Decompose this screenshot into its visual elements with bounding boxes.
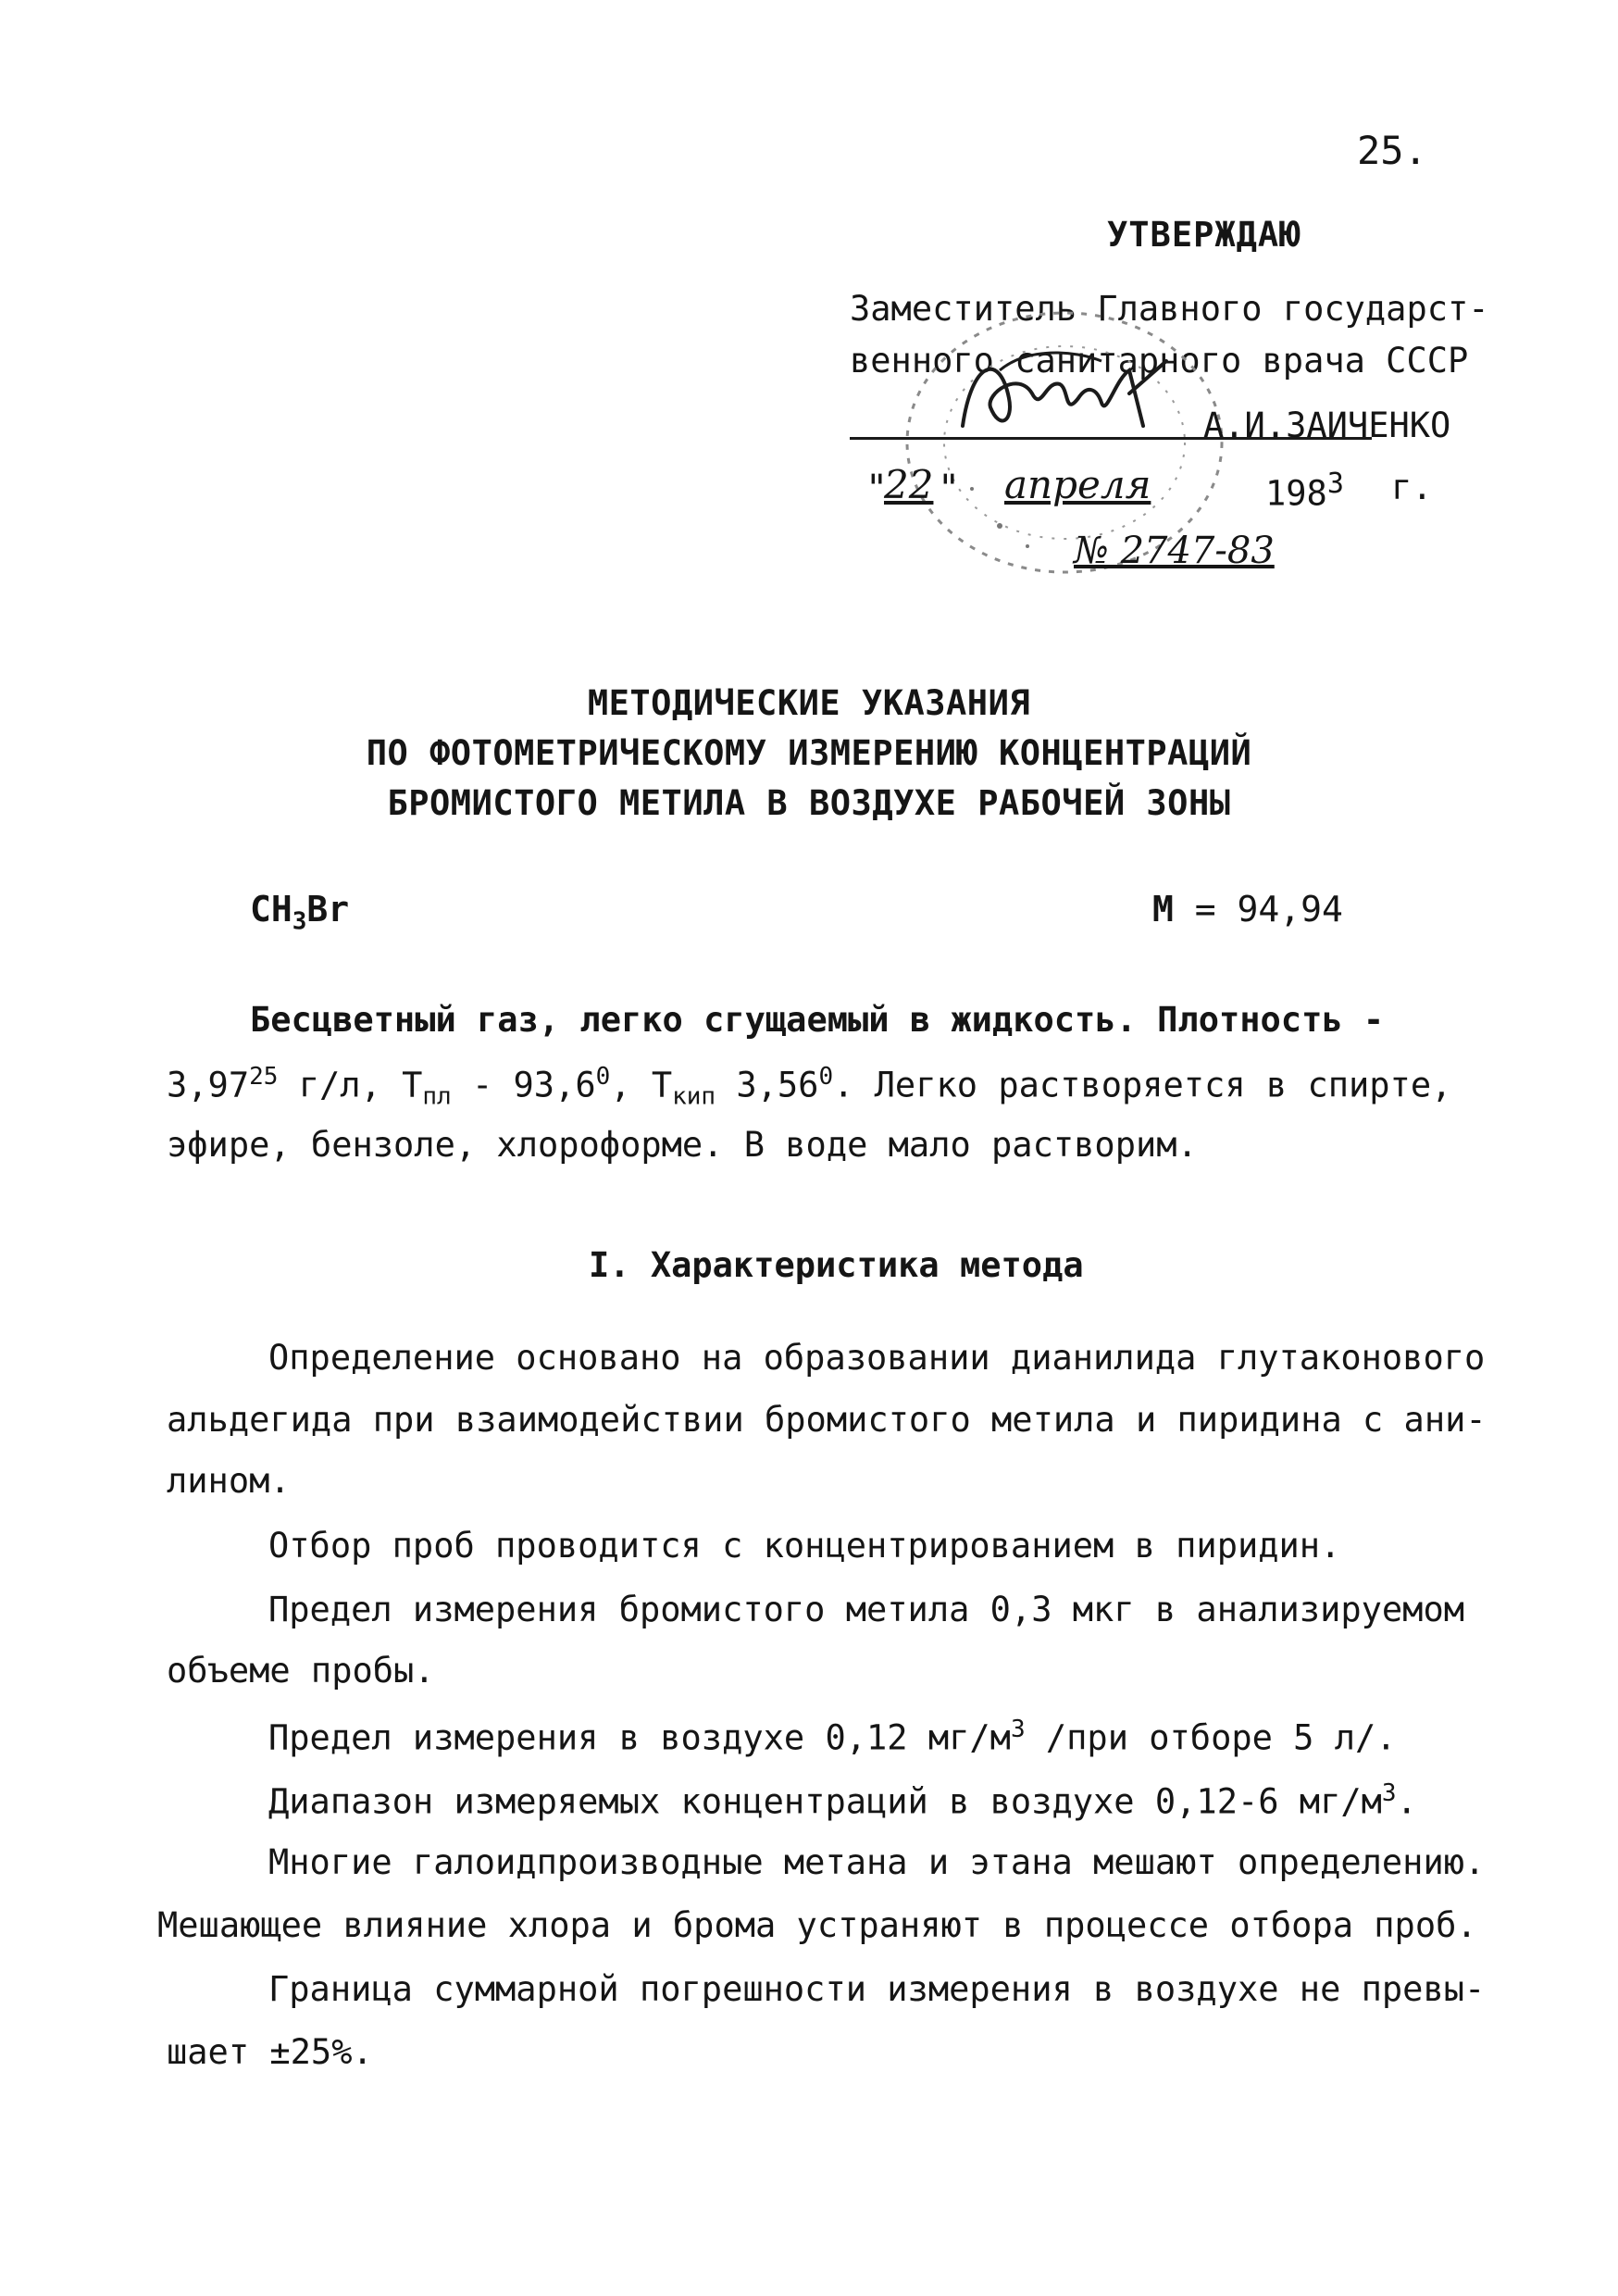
section-paragraph-1-line-2: альдегида при взаимодействии бромистого метила и пиридина с ани- bbox=[167, 1400, 1487, 1440]
document-title-line-2: ПО ФОТОМЕТРИЧЕСКОМУ ИЗМЕРЕНИЮ КОНЦЕНТРАЦИЙ bbox=[366, 733, 1252, 773]
registration-number: № 2747-83 bbox=[1074, 530, 1275, 572]
page-number: 25. bbox=[1357, 128, 1427, 173]
section-paragraph-3-line-2: объеме пробы. bbox=[167, 1651, 435, 1691]
section-heading: I. Характеристика метода bbox=[589, 1245, 1084, 1285]
date-close-quote: " bbox=[938, 468, 961, 510]
approval-title: УТВЕРЖДАЮ bbox=[1107, 215, 1301, 255]
section-paragraph-8-line-2: шает ±25%. bbox=[167, 2032, 373, 2072]
section-paragraph-2: Отбор проб проводится с концентрированием в пиридин. bbox=[268, 1526, 1341, 1566]
description-line-2: 3,97$^{25}$ г/л, $Т_{пл} - 93,6^0$, $Т_{кип}$ 3,56$^0$. Легко растворяется в спирте, bbox=[167, 1063, 1452, 1111]
description-line-3: эфире, бензоле, хлороформе. В воде мало растворим. bbox=[167, 1125, 1198, 1165]
molar-mass: М = 94,94 bbox=[1152, 889, 1343, 930]
approval-position-line-2: венного санитарного врача СССР bbox=[850, 341, 1469, 381]
date-open-quote: " bbox=[865, 468, 889, 510]
chemical-formula: $CH_3Br$ bbox=[250, 889, 350, 936]
document-title-line-1: МЕТОДИЧЕСКИЕ УКАЗАНИЯ bbox=[587, 683, 1031, 723]
year-suffix: г. bbox=[1391, 468, 1433, 507]
section-paragraph-1-line-1: Определение основано на образовании дианилида глутаконового bbox=[268, 1338, 1486, 1378]
document-title-line-3: БРОМИСТОГО МЕТИЛА В ВОЗДУХЕ РАБОЧЕЙ ЗОНЫ bbox=[387, 783, 1231, 823]
section-paragraph-3-line-1: Предел измерения бромистого метила 0,3 мкг в анализируемом bbox=[268, 1590, 1465, 1629]
approver-name: А.И.ЗАИЧЕНКО bbox=[1203, 406, 1451, 445]
section-paragraph-6: Многие галоидпроизводные метана и этана мешают определению. bbox=[268, 1842, 1486, 1882]
section-paragraph-8-line-1: Граница суммарной погрешности измерения в воздухе не превы- bbox=[268, 1969, 1486, 2009]
description-line-1: Бесцветный газ, легко сгущаемый в жидкость. Плотность - bbox=[250, 1000, 1385, 1040]
section-paragraph-5: Диапазон измеряемых концентраций в воздухе 0,12-6 $мг/м^3$. bbox=[268, 1779, 1417, 1822]
section-paragraph-7: Мешающее влияние хлора и брома устраняют в процессе отбора проб. bbox=[157, 1905, 1477, 1945]
approval-day: 22 bbox=[884, 462, 934, 507]
approval-year: $198^3$ bbox=[1265, 468, 1344, 514]
section-paragraph-4: Предел измерения в воздухе 0,12 $мг/м^3$ /при отборе 5 л/. bbox=[268, 1716, 1397, 1758]
approval-month: апреля bbox=[1004, 462, 1151, 507]
approval-position-line-1: Заместитель Главного государст- bbox=[850, 289, 1489, 329]
section-paragraph-1-line-3: лином. bbox=[167, 1461, 291, 1501]
signature-icon bbox=[944, 343, 1185, 444]
